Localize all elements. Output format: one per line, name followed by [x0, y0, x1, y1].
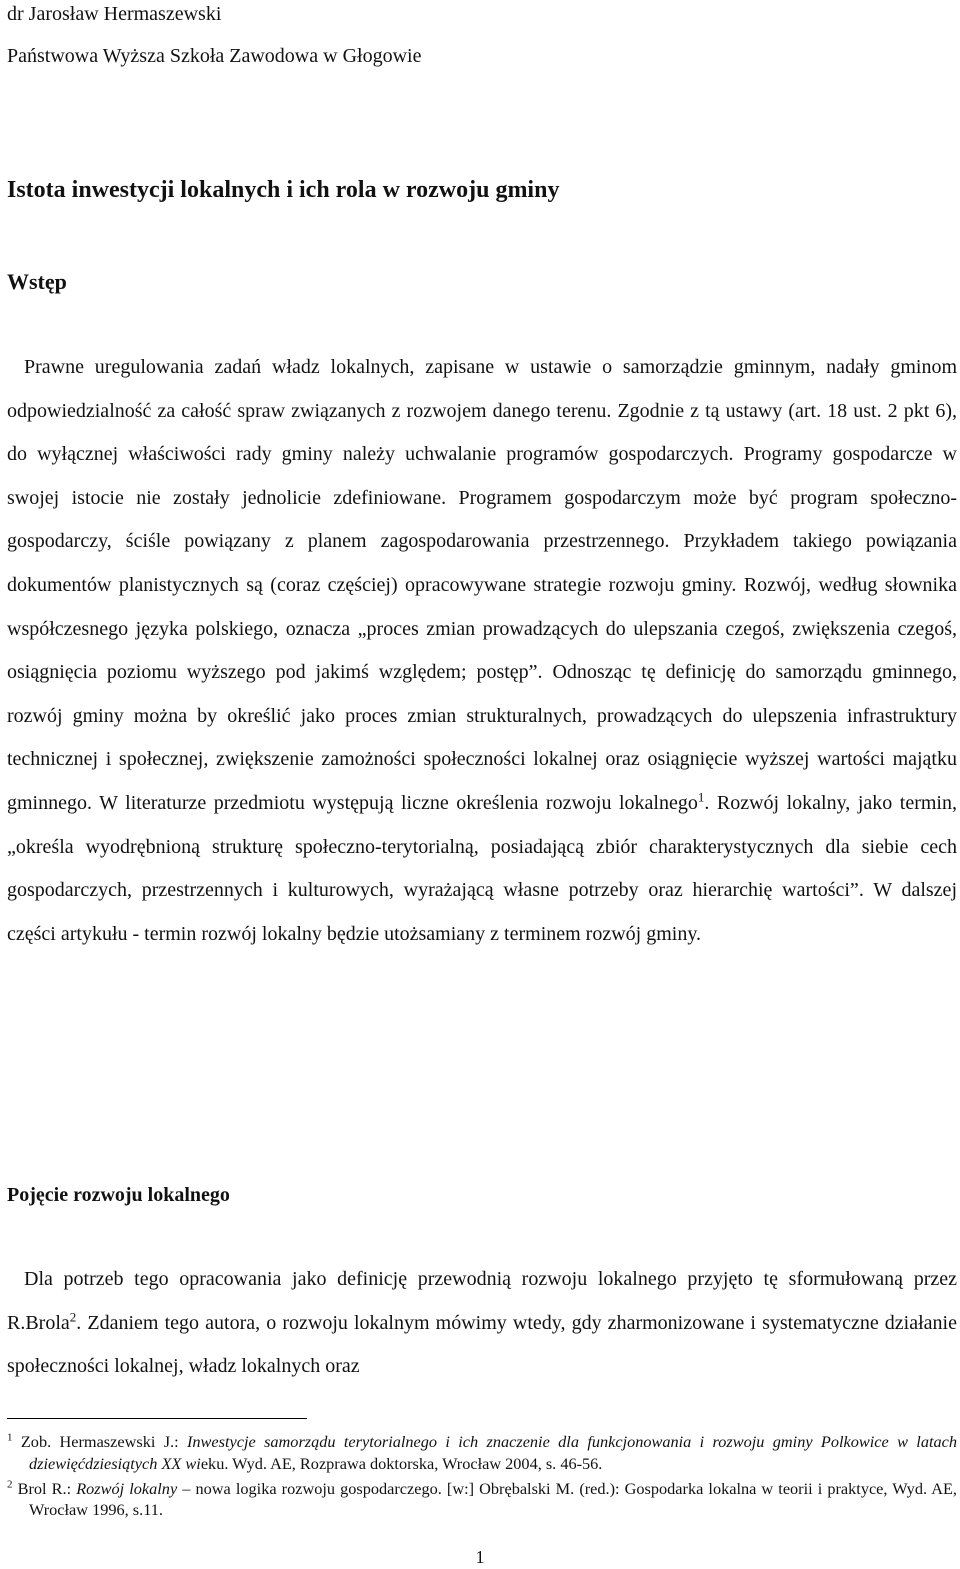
footnote-number: 1	[7, 1431, 13, 1444]
footnote-2	[7, 1478, 957, 1522]
page-number: 1	[475, 1547, 485, 1567]
author-name: dr Jarosław Hermaszewski	[7, 3, 222, 25]
intro-text-part2: . Rozwój lokalny, jako termin, „określa wyodrębnioną strukturę społeczno-terytorialną, posiadającą zbiór charakterystycznych dla siebie cech gospodarczych, przestrzennych i kulturowych, wyrażającą własne potrzeby oraz hierarchię wartości”. W dalszej części artykułu - termin rozwój lokalny będzie utożsamiany z terminem rozwój gminy.	[7, 791, 957, 945]
footnote-rest: eku. Wyd. AE, Rozprawa doktorska, Wrocław 2004, s. 46-56.	[200, 1453, 603, 1473]
local-text-part2: . Zdaniem tego autora, o rozwoju lokalnym mówimy wtedy, gdy zharmonizowane i systematyczne działanie społeczności lokalnej, władz lokalnych oraz	[7, 1311, 957, 1378]
footnote-rest: – nowa logika rozwoju gospodarczego. [w:] Obrębalski M. (red.): Gospodarka lokalna w teorii i praktyce, Wyd. AE, Wrocław 1996, s.11.	[29, 1478, 957, 1520]
intro-text-part1: Prawne uregulowania zadań władz lokalnych, zapisane w ustawie o samorządzie gminnym, nadały gminom odpowiedzialność za całość spraw związanych z rozwojem danego terenu. Zgodnie z tą ustawy (art. 18 ust. 2 pkt 6), do wyłącznej właściwości rady gminy należy uchwalanie programów gospodarczych. Programy gospodarcze w swojej istocie nie zostały jednolicie zdefiniowane. Programem gospodarczym może być program społeczno-gospodarczy, ściśle powiązany z planem zagospodarowania przestrzennego. Przykładem takiego powiązania dokumentów planistycznych są (coraz częściej) opracowywane strategie rozwoju gminy. Rozwój, według słownika współczesnego języka polskiego, oznacza „proces zmian prowadzących do ulepszania czegoś, zwiększenia czegoś, osiągnięcia poziomu wyższego pod jakimś względem; postęp”. Odnosząc tę definicję do samorządu gminnego, rozwój gminy można by określić jako proces zmian strukturalnych, prowadzących do ulepszenia infrastruktury technicznej i społecznej, zwiększenie zamożności społeczności lokalnej oraz osiągnięcie wyższej wartości majątku gminnego. W literaturze przedmiotu występują liczne określenia rozwoju lokalnego	[7, 356, 957, 814]
footnote-1	[7, 1431, 957, 1475]
footnote-separator	[7, 1418, 307, 1419]
section-heading-local-development: Pojęcie rozwoju lokalnego	[7, 1184, 230, 1206]
local-text-part1: Dla potrzeb tego opracowania jako definicję przewodnią rozwoju lokalnego przyjęto tę sformułowaną przez R.Brola	[7, 1268, 957, 1334]
section-heading-intro: Wstęp	[7, 269, 67, 294]
intro-paragraph-block	[7, 346, 957, 956]
footnote-title: Rozwój lokalny	[76, 1478, 178, 1498]
author-affiliation: Państwowa Wyższa Szkoła Zawodowa w Głogowie	[7, 45, 422, 67]
footnote-author: Zob. Hermaszewski J.:	[20, 1432, 187, 1451]
local-development-paragraph	[7, 1258, 957, 1389]
footnote-number: 2	[7, 1478, 13, 1491]
footnote-ref-1[interactable]: 1	[697, 789, 705, 805]
footnote-author: Brol R.:	[17, 1478, 77, 1498]
footnote-title: Inwestycje samorządu terytorialnego i ich znaczenie dla funkcjonowania i rozwoju gminy Polkowice w latach dziewięćdziesiątych XX wi	[29, 1432, 957, 1473]
local-development-paragraph-block	[7, 1258, 957, 1389]
footnotes	[7, 1431, 957, 1524]
intro-paragraph	[7, 346, 957, 956]
article-title: Istota inwestycji lokalnych i ich rola w rozwoju gminy	[7, 177, 560, 203]
footnote-ref-2[interactable]: 2	[69, 1308, 77, 1324]
